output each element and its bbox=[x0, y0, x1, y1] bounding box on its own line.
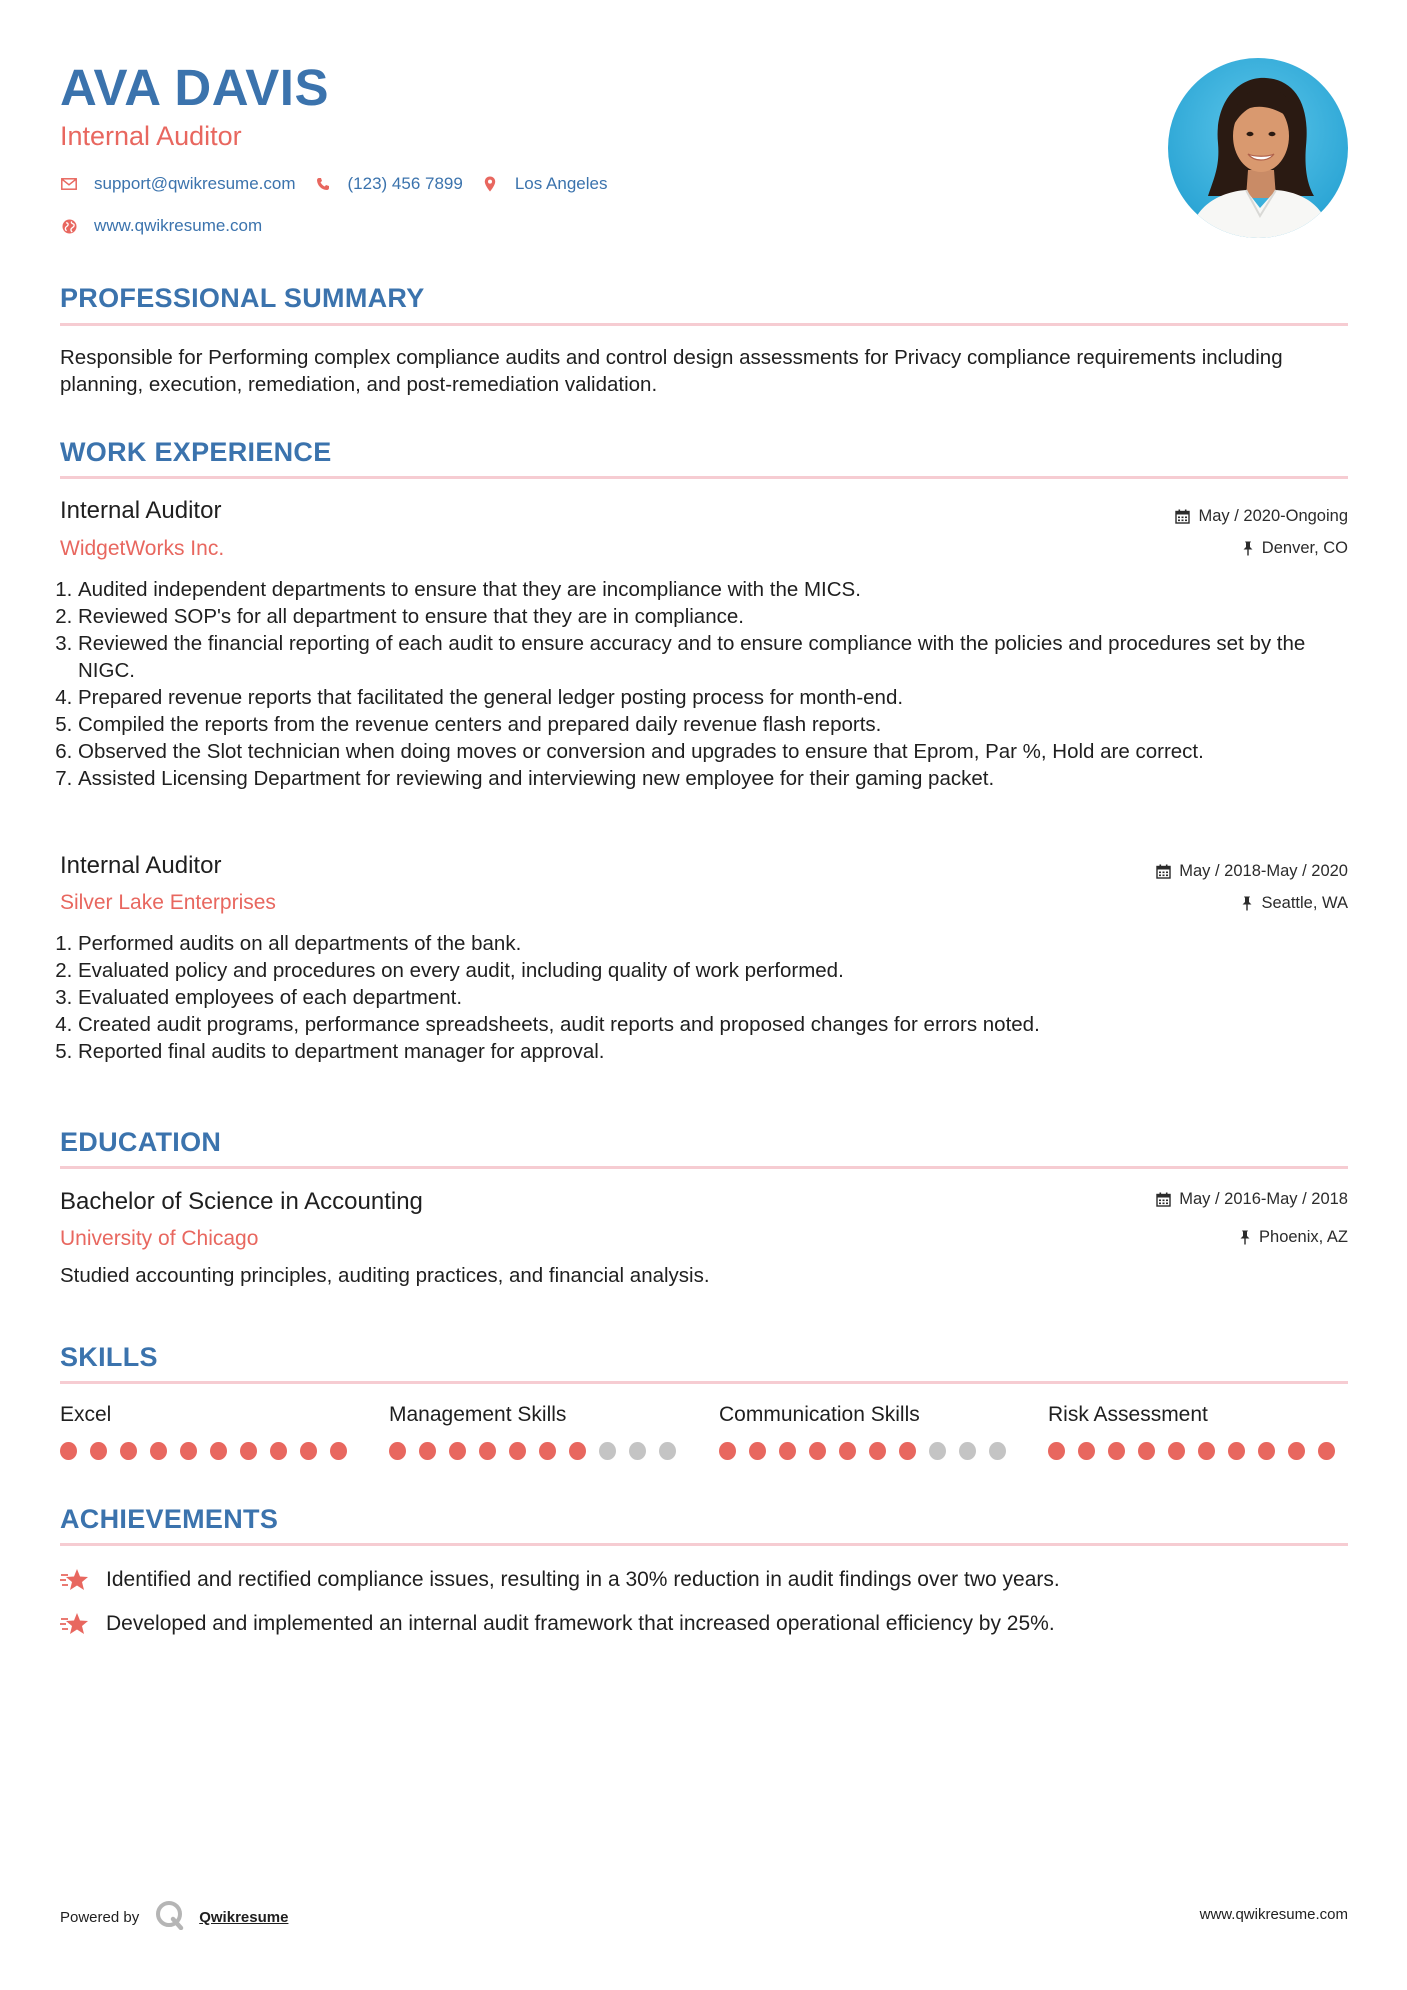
qwikresume-logo-icon bbox=[155, 1900, 185, 1934]
company-name: WidgetWorks Inc. bbox=[60, 537, 225, 560]
rating-dot-filled bbox=[1318, 1442, 1335, 1460]
skill-rating bbox=[719, 1442, 1019, 1460]
rating-dot-filled bbox=[120, 1442, 137, 1460]
achievement-item bbox=[60, 1611, 1055, 1637]
rating-dot-filled bbox=[1258, 1442, 1275, 1460]
job-dates-text: May / 2020-Ongoing bbox=[1198, 507, 1348, 525]
list-item: 1. Audited independent departments to ensure that they are incompliance with the MICS. bbox=[78, 576, 1348, 603]
rating-dot-filled bbox=[150, 1442, 167, 1460]
skill-name: Management Skills bbox=[389, 1403, 567, 1426]
location-text: Los Angeles bbox=[514, 174, 608, 193]
list-item: 4. Created audit programs, performance spreadsheets, audit reports and proposed changes for errors noted. bbox=[78, 1011, 1348, 1038]
job-location bbox=[1242, 538, 1348, 558]
location-item bbox=[481, 173, 608, 195]
job-dates bbox=[1156, 861, 1348, 881]
section-divider bbox=[60, 323, 1348, 326]
rating-dot-filled bbox=[569, 1442, 586, 1460]
email-item[interactable] bbox=[60, 173, 296, 195]
experience-heading: WORK EXPERIENCE bbox=[60, 437, 332, 467]
rating-dot-filled bbox=[449, 1442, 466, 1460]
achievement-item bbox=[60, 1567, 1060, 1593]
pushpin-icon bbox=[1242, 541, 1254, 556]
envelope-icon bbox=[60, 175, 78, 193]
job-location-text: Seattle, WA bbox=[1261, 894, 1348, 912]
skill-rating bbox=[1048, 1442, 1348, 1460]
rating-dot-empty bbox=[599, 1442, 616, 1460]
summary-heading: PROFESSIONAL SUMMARY bbox=[60, 283, 425, 313]
list-item: 2. Reviewed SOP's for all department to ensure that they are in compliance. bbox=[78, 603, 1348, 630]
footer-powered-by bbox=[60, 1900, 288, 1934]
list-item: 6. Observed the Slot technician when doing moves or conversion and upgrades to ensure that Eprom, Par %, Hold are correct. bbox=[78, 738, 1348, 765]
rating-dot-filled bbox=[869, 1442, 886, 1460]
job-dates bbox=[1175, 506, 1348, 526]
email-text[interactable]: support@qwikresume.com bbox=[94, 174, 296, 193]
star-icon bbox=[60, 1568, 90, 1592]
rating-dot-filled bbox=[1288, 1442, 1305, 1460]
skill-item bbox=[719, 1402, 1019, 1460]
calendar-icon bbox=[1175, 509, 1190, 524]
phone-item[interactable] bbox=[314, 173, 463, 195]
globe-icon bbox=[60, 217, 78, 235]
list-item: 2. Evaluated policy and procedures on every audit, including quality of work performed. bbox=[78, 957, 1348, 984]
list-item: 1. Performed audits on all departments of the bank. bbox=[78, 930, 1348, 957]
rating-dot-filled bbox=[779, 1442, 796, 1460]
rating-dot-empty bbox=[989, 1442, 1006, 1460]
contact-row bbox=[60, 173, 625, 195]
website-text[interactable]: www.qwikresume.com bbox=[94, 216, 263, 235]
education-description: Studied accounting principles, auditing practices, and financial analysis. bbox=[60, 1264, 710, 1287]
education-dates bbox=[1156, 1189, 1348, 1209]
rating-dot-filled bbox=[300, 1442, 317, 1460]
rating-dot-filled bbox=[210, 1442, 227, 1460]
achievement-text: Identified and rectified compliance issues, resulting in a 30% reduction in audit findings over two years. bbox=[106, 1568, 1060, 1591]
rating-dot-filled bbox=[809, 1442, 826, 1460]
rating-dot-empty bbox=[929, 1442, 946, 1460]
list-item: 7. Assisted Licensing Department for reviewing and interviewing new employee for their gaming packet. bbox=[78, 765, 1348, 792]
education-heading: EDUCATION bbox=[60, 1127, 222, 1157]
section-divider bbox=[60, 1166, 1348, 1169]
list-item: 4. Prepared revenue reports that facilitated the general ledger posting process for month-end. bbox=[78, 684, 1348, 711]
job-title: Internal Auditor bbox=[60, 852, 222, 879]
rating-dot-filled bbox=[1108, 1442, 1125, 1460]
rating-dot-filled bbox=[509, 1442, 526, 1460]
skill-name: Communication Skills bbox=[719, 1403, 920, 1426]
rating-dot-filled bbox=[839, 1442, 856, 1460]
section-divider bbox=[60, 476, 1348, 479]
phone-icon bbox=[314, 175, 332, 193]
website-item[interactable] bbox=[60, 215, 262, 237]
list-item: 3. Reviewed the financial reporting of each audit to ensure accuracy and to ensure compliance with the policies and procedures set by the NIGC. bbox=[78, 630, 1348, 684]
calendar-icon bbox=[1156, 1192, 1171, 1207]
calendar-icon bbox=[1156, 864, 1171, 879]
rating-dot-filled bbox=[539, 1442, 556, 1460]
rating-dot-filled bbox=[1138, 1442, 1155, 1460]
job-location bbox=[1241, 893, 1348, 913]
summary-text: Responsible for Performing complex compliance audits and control design assessments for Privacy compliance requirements including planning, execution, remediation, and post-remediation validation. bbox=[60, 346, 1283, 396]
degree-title: Bachelor of Science in Accounting bbox=[60, 1188, 423, 1215]
job-title: Internal Auditor bbox=[60, 497, 222, 524]
pushpin-icon bbox=[1239, 1230, 1251, 1245]
rating-dot-filled bbox=[180, 1442, 197, 1460]
job-bullets bbox=[60, 930, 1348, 1065]
achievement-text: Developed and implemented an internal audit framework that increased operational efficiency by 25%. bbox=[106, 1612, 1055, 1635]
rating-dot-filled bbox=[419, 1442, 436, 1460]
skill-rating bbox=[389, 1442, 689, 1460]
phone-text[interactable]: (123) 456 7899 bbox=[347, 174, 463, 193]
rating-dot-filled bbox=[1228, 1442, 1245, 1460]
school-name: University of Chicago bbox=[60, 1227, 259, 1250]
company-name: Silver Lake Enterprises bbox=[60, 891, 276, 914]
education-location-text: Phoenix, AZ bbox=[1259, 1228, 1348, 1246]
rating-dot-filled bbox=[479, 1442, 496, 1460]
skills-grid bbox=[60, 1402, 1348, 1462]
section-divider bbox=[60, 1543, 1348, 1546]
website-row bbox=[60, 215, 280, 237]
list-item: 3. Evaluated employees of each department. bbox=[78, 984, 1348, 1011]
skill-rating bbox=[60, 1442, 360, 1460]
rating-dot-empty bbox=[629, 1442, 646, 1460]
rating-dot-filled bbox=[1198, 1442, 1215, 1460]
section-divider bbox=[60, 1381, 1348, 1384]
achievements-heading: ACHIEVEMENTS bbox=[60, 1504, 279, 1534]
rating-dot-filled bbox=[719, 1442, 736, 1460]
rating-dot-filled bbox=[330, 1442, 347, 1460]
skill-name: Excel bbox=[60, 1403, 112, 1426]
skill-item bbox=[1048, 1402, 1348, 1460]
pushpin-icon bbox=[1241, 896, 1253, 911]
candidate-role: Internal Auditor bbox=[60, 121, 242, 151]
rating-dot-filled bbox=[389, 1442, 406, 1460]
education-location bbox=[1239, 1227, 1348, 1247]
list-item: 5. Compiled the reports from the revenue centers and prepared daily revenue flash reports. bbox=[78, 711, 1348, 738]
education-dates-text: May / 2016-May / 2018 bbox=[1179, 1190, 1348, 1208]
rating-dot-filled bbox=[60, 1442, 77, 1460]
skill-item bbox=[60, 1402, 360, 1460]
resume-page bbox=[60, 0, 1348, 1990]
rating-dot-filled bbox=[240, 1442, 257, 1460]
profile-photo bbox=[1168, 58, 1348, 238]
job-bullets bbox=[60, 576, 1348, 792]
rating-dot-empty bbox=[959, 1442, 976, 1460]
job-dates-text: May / 2018-May / 2020 bbox=[1179, 862, 1348, 880]
footer-website[interactable]: www.qwikresume.com bbox=[1199, 1906, 1348, 1923]
rating-dot-filled bbox=[749, 1442, 766, 1460]
rating-dot-filled bbox=[899, 1442, 916, 1460]
candidate-name: AVA DAVIS bbox=[60, 59, 329, 116]
rating-dot-filled bbox=[1078, 1442, 1095, 1460]
qwikresume-link[interactable]: Qwikresume bbox=[199, 1908, 289, 1926]
rating-dot-empty bbox=[659, 1442, 676, 1460]
rating-dot-filled bbox=[270, 1442, 287, 1460]
skill-item bbox=[389, 1402, 689, 1460]
skills-heading: SKILLS bbox=[60, 1342, 158, 1372]
star-icon bbox=[60, 1612, 90, 1636]
rating-dot-filled bbox=[1048, 1442, 1065, 1460]
rating-dot-filled bbox=[1168, 1442, 1185, 1460]
powered-by-label: Powered by bbox=[60, 1908, 140, 1926]
skill-name: Risk Assessment bbox=[1048, 1403, 1208, 1426]
list-item: 5. Reported final audits to department manager for approval. bbox=[78, 1038, 1348, 1065]
job-location-text: Denver, CO bbox=[1261, 539, 1348, 557]
map-pin-icon bbox=[481, 175, 499, 193]
rating-dot-filled bbox=[90, 1442, 107, 1460]
